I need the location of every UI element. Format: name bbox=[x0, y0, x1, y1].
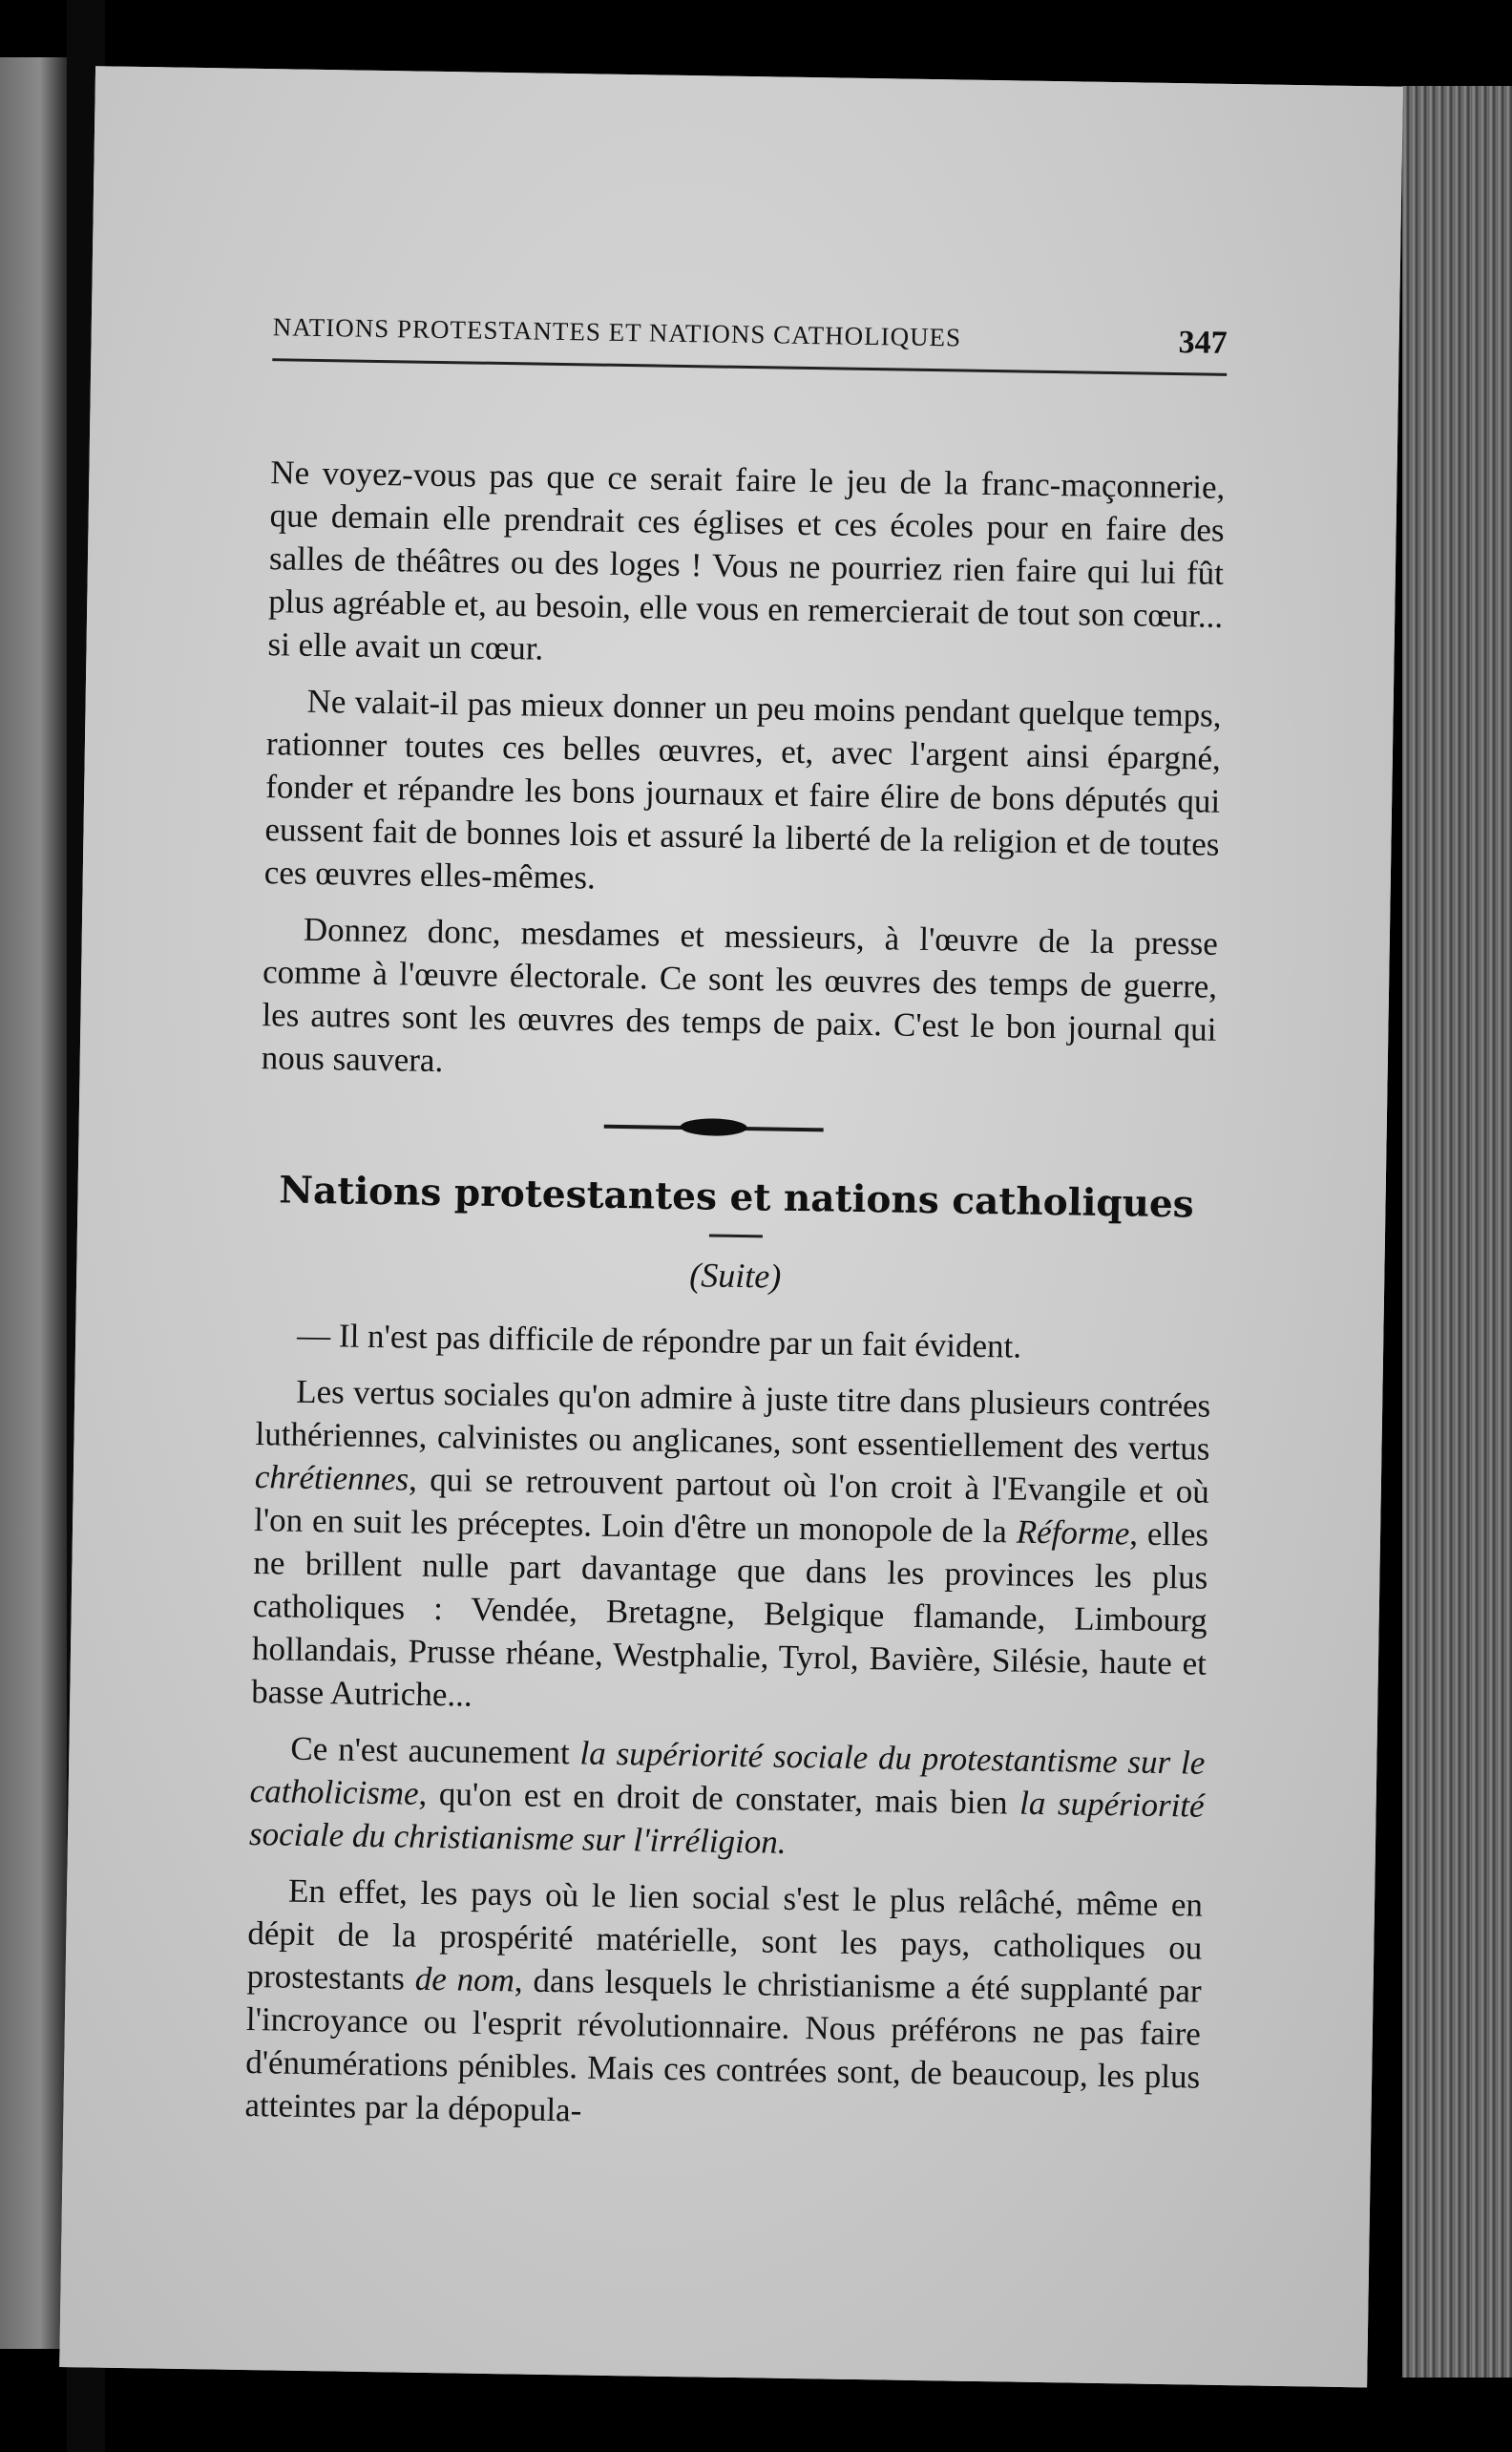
emphasis: la supériorité sociale du christianisme sur l'irréligion. bbox=[248, 1784, 1205, 1861]
emphasis: de nom bbox=[414, 1959, 515, 1999]
paragraph-text: Ce n'est aucunement bbox=[290, 1729, 580, 1772]
book-page bbox=[59, 66, 1403, 2387]
section-title: Nations protestantes et nations catholiques bbox=[279, 1168, 1195, 1227]
paragraph-text: Les vertus sociales qu'on admire à juste titre dans plusieurs contrées luthériennes, calvinistes ou anglicanes, sont essentiellement des vertus bbox=[255, 1372, 1211, 1468]
paragraph: Ne valait-il pas mieux donner un peu moins pendant quelque temps, rationner toutes ces belles œuvres, et, avec l'argent ainsi épargné, fonder et répandre les bons journaux et faire élire de bons députés qui eussent fait de bonnes lois et assuré la liberté de la religion et de toutes ces œuvres elles-mêmes. bbox=[263, 682, 1222, 897]
paragraph-text: , dans lesquels le christianisme a été supplanté par l'incroyance ou l'esprit révolutionnaire. Nous préférons ne pas faire d'énumérations pénibles. Mais ces contrées sont, de beaucoup, les plus atteintes par la dépopula- bbox=[244, 1961, 1202, 2129]
ornament-flourish bbox=[681, 1118, 747, 1136]
paragraph-text: , elles ne brillent nulle part davantage que dans les provinces les plus catholiques : Vendée, Bretagne, Belgique flamande, Limbourg hollandais, Prusse rhéane, Westphalie, Tyrol, Bavière, Silésie, haute et basse Autriche... bbox=[251, 1514, 1209, 1714]
running-title: NATIONS PROTESTANTES ET NATIONS CATHOLIQUES bbox=[272, 312, 962, 352]
emphasis: chrétiennes bbox=[254, 1458, 410, 1498]
page-stack-edges bbox=[1402, 86, 1512, 2378]
facing-page-edge bbox=[0, 57, 67, 2349]
body-text bbox=[244, 451, 1226, 2154]
paragraph bbox=[251, 1369, 1211, 1728]
paragraph bbox=[244, 1869, 1203, 2142]
running-head bbox=[272, 312, 1228, 385]
paragraph bbox=[249, 1726, 1206, 1871]
section-subtitle: (Suite) bbox=[688, 1256, 782, 1296]
paragraph: Donnez donc, mesdames et messieurs, à l'œuvre de la presse comme à l'œuvre électorale. Ce sont les œuvres des temps de guerre, les autres sont les œuvres des temps de paix. C'est le bon journal qui nous sauvera. bbox=[261, 910, 1219, 1080]
paragraph-text: — Il n'est pas difficile de répondre par un fait évident. bbox=[296, 1316, 1022, 1365]
paragraph-text: En effet, les pays où le lien social s'est le plus relâché, même en dépit de la prospérité matérielle, sont les pays, catholiques ou prostestants bbox=[246, 1871, 1204, 1998]
paragraph bbox=[257, 1313, 1212, 1371]
emphasis: la supériorité sociale du protestantisme sur le catholicisme bbox=[249, 1734, 1206, 1812]
header-rule bbox=[272, 358, 1227, 376]
section-ornament bbox=[260, 1094, 1215, 1167]
page-number: 347 bbox=[1178, 325, 1228, 361]
title-rule bbox=[709, 1234, 763, 1237]
paragraph-text: , qu'on est en droit de constater, mais bien bbox=[418, 1774, 1020, 1822]
emphasis: Réforme bbox=[1016, 1512, 1130, 1553]
paragraph: Ne voyez-vous pas que ce serait faire le jeu de la franc-maçonnerie, que demain elle prendrait ces églises et ces écoles pour en faire des salles de théâtres ou des loges ! Vous ne pourriez rien faire qui lui fût plus agréable et, au besoin, elle vous en remercierait de tout son cœur... si elle avait un cœur. bbox=[267, 454, 1226, 667]
paragraph-text: , qui se retrouvent partout où l'on croit à l'Evangile et où l'on en suit les préceptes. Loin d'être un monopole de la bbox=[253, 1460, 1210, 1551]
